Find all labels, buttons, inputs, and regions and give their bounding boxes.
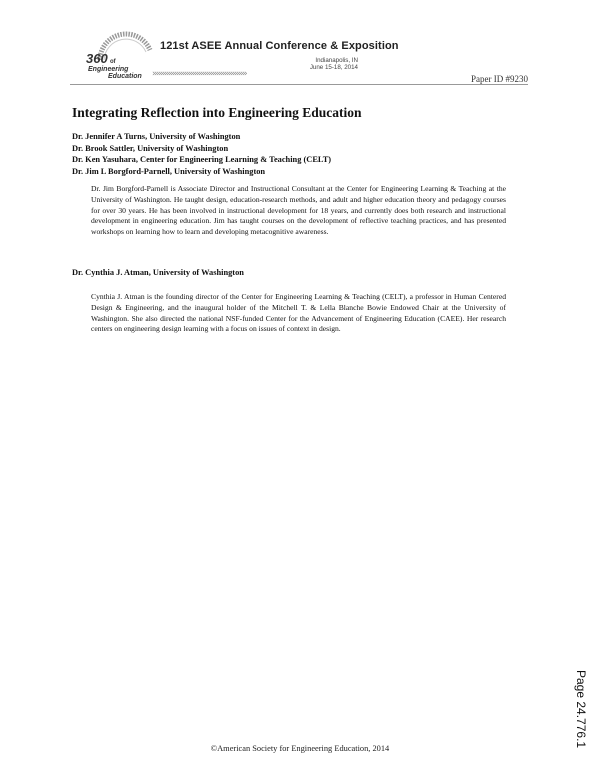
svg-text:of: of [110, 59, 116, 65]
paper-id: Paper ID #9230 [471, 74, 528, 84]
author-list [72, 131, 331, 177]
page-number: Page 24.776.1 [574, 670, 588, 749]
conference-city: Indianapolis, IN [315, 57, 358, 64]
header-divider [70, 84, 528, 85]
svg-text:360: 360 [86, 51, 108, 66]
author-item: Dr. Brook Sattler, University of Washington [72, 143, 229, 153]
author-bio: Cynthia J. Atman is the founding director of the Center for Engineering Learning & Teaching (CELT), a professor in Human Centered Design & Engineering, and the inaugural holder of the Mitchell T. & Lella Blanche Bowie Endowed Chair at the University of Washington. She also directed the national NSF-funded Center for the Advancement of Engineering Education (CAEE). Her research centers on engineering design learning with a focus on issues of context in design. [91, 292, 506, 334]
paper-title: Integrating Reflection into Engineering Education [72, 105, 362, 120]
asee-360-logo [82, 30, 162, 80]
author-bio: Dr. Jim Borgford-Parnell is Associate Director and Instructional Consultant at the Center for Engineering Learning & Teaching at the University of Washington. He taught design, education-research methods, and adult and higher education theory and pedagogy courses for over 30 years. He has been involved in instructional development for 18 years, and currently does both research and instructional development in engineering education. Jim has taught courses on the development of reflective teaching practices, and has presented workshops on learning how to learn and developing metacognitive awareness. [91, 184, 506, 237]
conference-title: 121st ASEE Annual Conference & Exposition [160, 40, 399, 52]
author-bio-name: Dr. Cynthia J. Atman, University of Washington [72, 268, 244, 277]
copyright-notice: ©American Society for Engineering Education, 2014 [210, 744, 390, 753]
author-item: Dr. Jim L Borgford-Parnell, University of Washington [72, 166, 266, 176]
author-item: Dr. Jennifer A Turns, University of Washington [72, 132, 241, 141]
chevron-decoration: ››››››››››››››››››››››››››››››››››››››››››››››› [152, 69, 246, 79]
svg-text:Education: Education [108, 73, 142, 80]
conference-date: June 15-18, 2014 [309, 64, 358, 71]
svg-text:Engineering: Engineering [88, 66, 129, 73]
author-item: Dr. Ken Yasuhara, Center for Engineering Learning & Teaching (CELT) [72, 155, 332, 164]
